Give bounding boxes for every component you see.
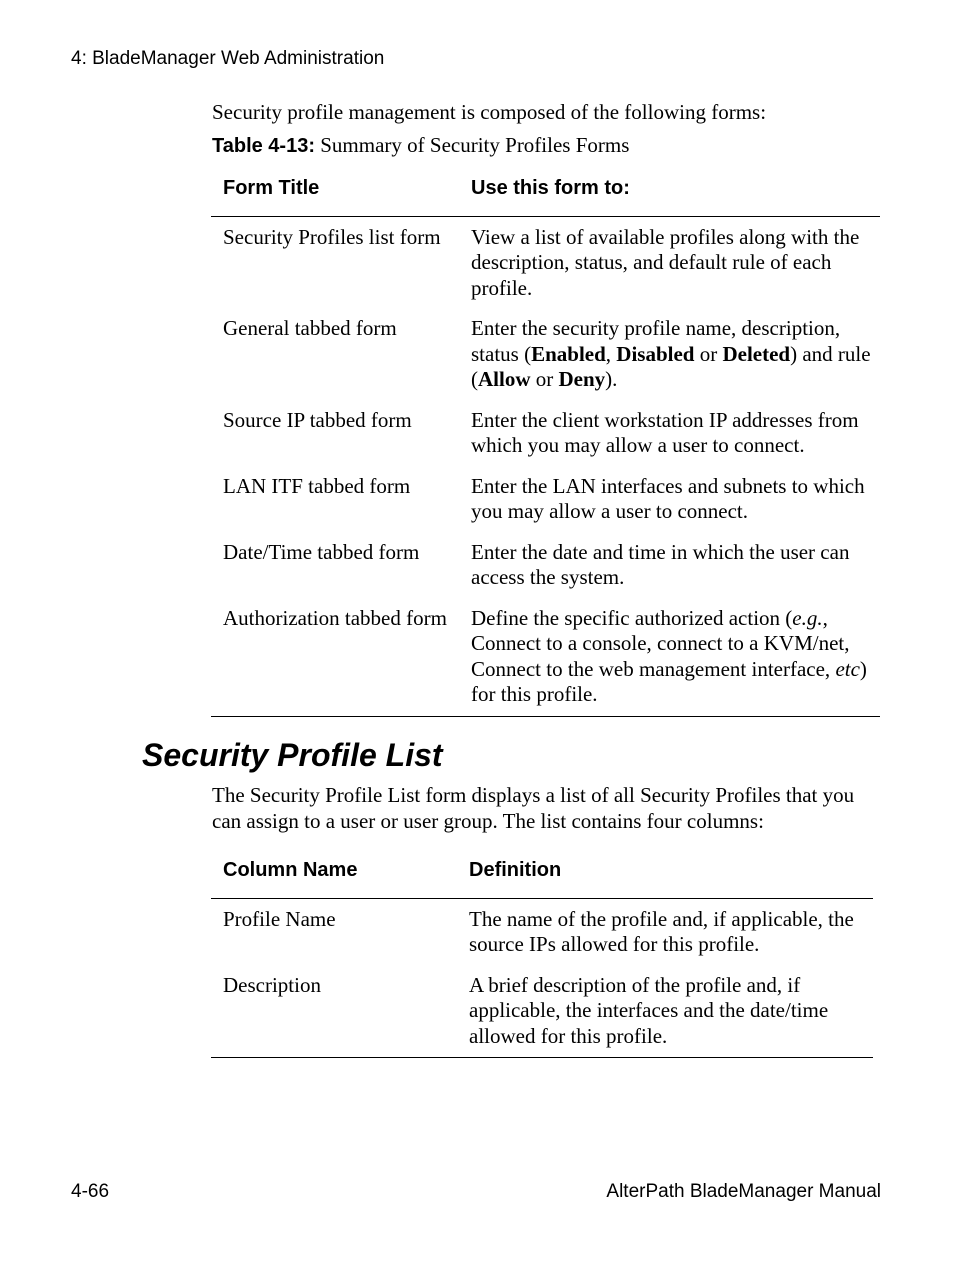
table-row (211, 973, 873, 1058)
table-header-row (211, 176, 880, 216)
form-title-cell: Date/Time tabbed form (223, 539, 420, 564)
manual-title: AlterPath BladeManager Manual (606, 1181, 881, 1202)
table-row (211, 606, 880, 717)
table-caption-label: Table 4-13: (212, 135, 315, 157)
status-enabled-term: Enabled (531, 341, 606, 366)
column-header-form-title: Form Title (211, 176, 459, 216)
form-title-cell: Security Profiles list form (223, 224, 441, 249)
column-name-cell: Description (211, 973, 457, 1058)
table-caption-text: Summary of Security Profiles Forms (320, 133, 630, 157)
form-use-cell: Enter the security profile name, description, status (Enabled, Disabled or Deleted) and rule (Allow or Deny). (471, 316, 871, 391)
form-title-cell: LAN ITF tabbed form (223, 473, 411, 498)
form-title-cell: General tabbed form (223, 316, 397, 340)
table-row (211, 408, 880, 474)
column-definition-cell: The name of the profile and, if applicable, the source IPs allowed for this profile. (469, 906, 854, 956)
form-title-cell: Source IP tabbed form (223, 407, 412, 432)
status-deleted-term: Deleted (722, 341, 791, 366)
form-title-cell: Authorization tabbed form (211, 606, 459, 717)
column-name-cell: Profile Name (223, 906, 336, 931)
table-row (211, 316, 880, 408)
section-heading: Security Profile List (142, 737, 443, 773)
etc-term: etc (835, 656, 860, 681)
status-disabled-term: Disabled (616, 341, 695, 366)
eg-term: e.g. (792, 605, 823, 630)
form-use-cell: Enter the LAN interfaces and subnets to which you may allow a user to connect. (471, 473, 865, 523)
table-header-row (211, 858, 873, 898)
table-row (211, 216, 880, 316)
table-row (211, 474, 880, 540)
form-use-cell: Enter the date and time in which the user can access the system. (471, 539, 850, 589)
columns-definition-table (211, 858, 873, 1058)
section-body-paragraph: The Security Profile List form displays a list of all Security Profiles that you can assign to a user or user group. The list contains four columns: (212, 783, 855, 833)
rule-deny-term: Deny (558, 367, 606, 391)
form-use-cell: Define the specific authorized action (e.g., Connect to a console, connect to a KVM/net, Connect to the web management interface, etc) for this profile. (459, 606, 880, 717)
running-header: 4: BladeManager Web Administration (71, 48, 385, 69)
column-header-definition: Definition (457, 858, 873, 898)
rule-allow-term: Allow (478, 367, 531, 391)
table-row (211, 898, 873, 973)
table-row (211, 540, 880, 606)
form-use-cell: View a list of available profiles along with the description, status, and default rule of each profile. (471, 224, 860, 300)
forms-summary-table (211, 176, 880, 717)
intro-paragraph: Security profile management is composed of the following forms: (212, 100, 767, 124)
table-caption (212, 133, 629, 158)
column-header-use-form: Use this form to: (459, 176, 880, 216)
column-header-column-name: Column Name (211, 858, 457, 898)
page-number: 4-66 (71, 1181, 110, 1202)
form-use-cell: Enter the client workstation IP addresses from which you may allow a user to connect. (471, 407, 859, 457)
column-definition-cell: A brief description of the profile and, if applicable, the interfaces and the date/time allowed for this profile. (457, 973, 873, 1058)
